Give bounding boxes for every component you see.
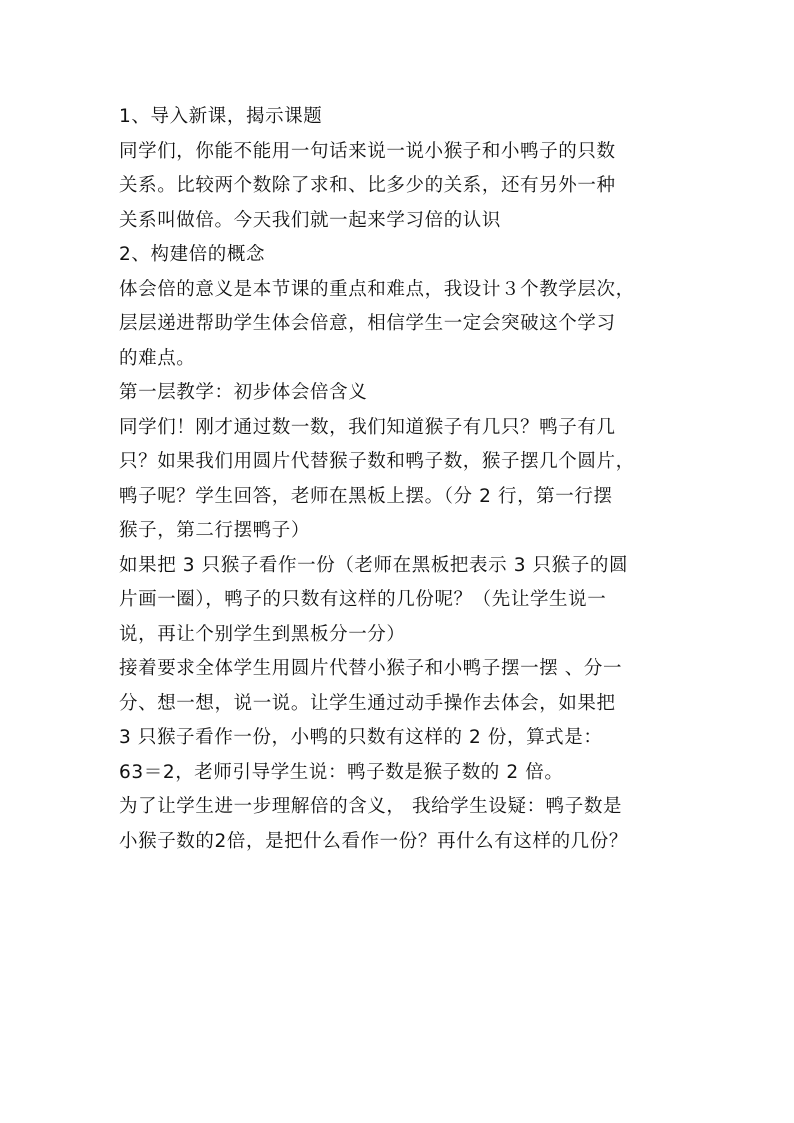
text-line: 关系叫做倍。今天我们就一起来学习倍的认识 (119, 209, 502, 231)
heading-intro: 1、导入新课，揭示课题 (119, 106, 323, 127)
text-line: 分、想一想，说一说。让学生通过动手操作去体会，如果把 (119, 692, 616, 714)
text-line: 同学们，你能不能用一句话来说一说小猴子和小鸭子的只数 (119, 140, 616, 162)
text-line: 为了让学生进一步理解倍的含义， 我给学生设疑：鸭子数是 (119, 796, 623, 817)
text-line: 体会倍的意义是本节课的重点和难点，我设计３个教学层次， (119, 278, 635, 300)
text-line: 只？如果我们用圆片代替猴子数和鸭子数，猴子摆几个圆片， (119, 451, 635, 472)
text-line: 鸭子呢？学生回答，老师在黑板上摆。（分 2 行，第一行摆 (119, 485, 613, 507)
text-line: 的难点。 (119, 347, 196, 369)
text-line: 猴子，第二行摆鸭子） (119, 520, 311, 541)
text-line: 片画一圈），鸭子的只数有这样的几份呢？（先让学生说一 (119, 589, 607, 610)
text-line: 如果把 3 只猴子看作一份（老师在黑板把表示 3 只猴子的圆 (119, 554, 629, 576)
heading-concept: 2、构建倍的概念 (119, 244, 266, 265)
text-line: 3 只猴子看作一份，小鸭的只数有这样的 2 份，算式是： (119, 727, 603, 748)
text-line: 63＝2，老师引导学生说：鸭子数是猴子数的 2 倍。 (119, 761, 564, 783)
text-line: 层层递进帮助学生体会倍意，相信学生一定会突破这个学习 (119, 313, 616, 334)
text-line: 关系。比较两个数除了求和、比多少的关系，还有另外一种 (119, 175, 616, 196)
document-body (119, 100, 679, 859)
subheading-level-one: 第一层教学：初步体会倍含义 (119, 382, 368, 403)
text-line: 小猴子数的2倍，是把什么看作一份？再什么有这样的几份？ (119, 830, 628, 852)
text-line: 接着要求全体学生用圆片代替小猴子和小鸭子摆一摆 、分一 (119, 658, 623, 679)
text-line: 同学们！刚才通过数一数，我们知道猴子有几只？鸭子有几 (119, 416, 616, 438)
text-line: 说，再让个别学生到黑板分一分） (119, 623, 406, 645)
